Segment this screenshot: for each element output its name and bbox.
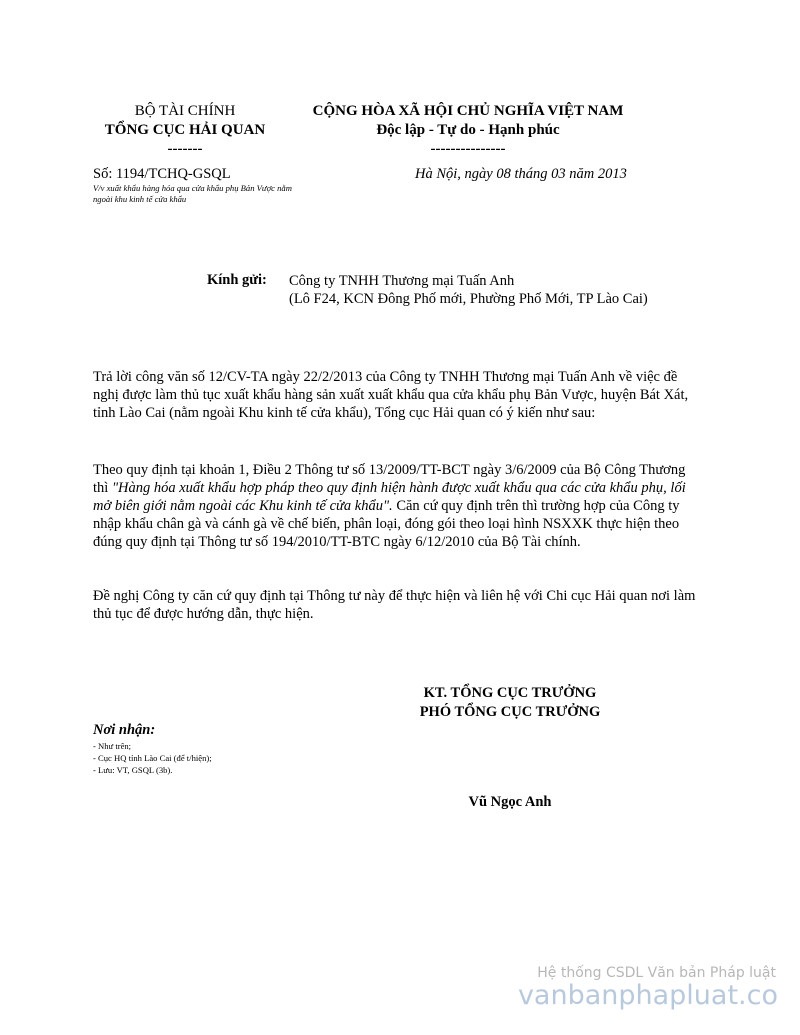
recipients-list [93, 740, 212, 776]
recipient-address: (Lô F24, KCN Đông Phố mới, Phường Phố Mới, TP Lào Cai) [289, 291, 648, 307]
recipient-item: - Như trên; [93, 741, 132, 751]
recipient-item: - Cục HQ tỉnh Lào Cai (để t/hiện); [93, 753, 212, 763]
body-paragraph-1: Trả lời công văn số 12/CV-TA ngày 22/2/2013 của Công ty TNHH Thương mại Tuấn Anh về việc đề nghị được làm thủ tục xuất khẩu hàng sản xuất xuất khẩu qua cửa khẩu phụ Bản Vược, huyện Bát Xát, tỉnh Lào Cai (nằm ngoài Khu kinh tế cửa khẩu), Tổng cục Hải quan có ý kiến như sau: [93, 369, 689, 421]
body-paragraph-2 [93, 461, 703, 551]
issuer-separator: ------- [167, 141, 203, 157]
document-subject: V/v xuất khẩu hàng hóa qua cửa khẩu phụ Bản Vược nằm ngoài khu kinh tế cửa khẩu [93, 183, 292, 204]
motto-separator: --------------- [430, 141, 506, 157]
signer-title-line-2: PHÓ TỔNG CỤC TRƯỞNG [419, 704, 601, 720]
signer-title [380, 684, 640, 722]
paragraph-2-intro: Theo quy định tại khoản 1, Điều 2 Thông tư số 13/2009/TT-BCT ngày 3/6/2009 của Bộ Công Thương thì [93, 462, 686, 496]
document-date: Hà Nội, ngày 08 tháng 03 năm 2013 [415, 166, 627, 182]
body-paragraph-3: Đề nghị Công ty căn cứ quy định tại Thông tư này để thực hiện và liên hệ với Chi cục Hải quan nơi làm thủ tục để được hướng dẫn, thực hiện. [93, 588, 696, 622]
recipient-block [289, 272, 669, 308]
paragraph-2-conclusion: Căn cứ quy định trên thì trường hợp của Công ty nhập khẩu chân gà và cánh gà về chế biến, phân loại, đóng gói theo loại hình NSXXK thực hiện theo đúng quy định tại Thông tư số 194/2010/TT-BTC ngày 6/12/2010 của Bộ Tài chính. [93, 498, 680, 550]
watermark-site: vanbanphapluat.co [517, 980, 778, 1011]
recipient-company: Công ty TNHH Thương mại Tuấn Anh [289, 273, 515, 289]
recipient-label: Kính gửi: [207, 272, 267, 288]
department-name: TỔNG CỤC HẢI QUAN [104, 122, 266, 138]
document-number: Số: 1194/TCHQ-GSQL [93, 166, 231, 182]
recipients-heading: Nơi nhận: [93, 722, 156, 738]
ministry-name: BỘ TÀI CHÍNH [134, 103, 236, 119]
regulation-quote: "Hàng hóa xuất khẩu hợp pháp theo quy định hiện hành được xuất khẩu qua các cửa khẩu phụ, lối mở biên giới nằm ngoài các Khu kinh tế cửa khẩu". [93, 480, 686, 514]
recipient-item: - Lưu: VT, GSQL (3b). [93, 765, 173, 775]
signer-name: Vũ Ngọc Anh [468, 794, 552, 810]
watermark-caption: Hệ thống CSDL Văn bản Pháp luật [537, 965, 776, 981]
national-header [268, 102, 668, 159]
country-name: CỘNG HÒA XÃ HỘI CHỦ NGHĨA VIỆT NAM [312, 103, 624, 119]
signer-title-line-1: KT. TỔNG CỤC TRƯỞNG [423, 685, 597, 701]
national-motto: Độc lập - Tự do - Hạnh phúc [376, 122, 560, 138]
